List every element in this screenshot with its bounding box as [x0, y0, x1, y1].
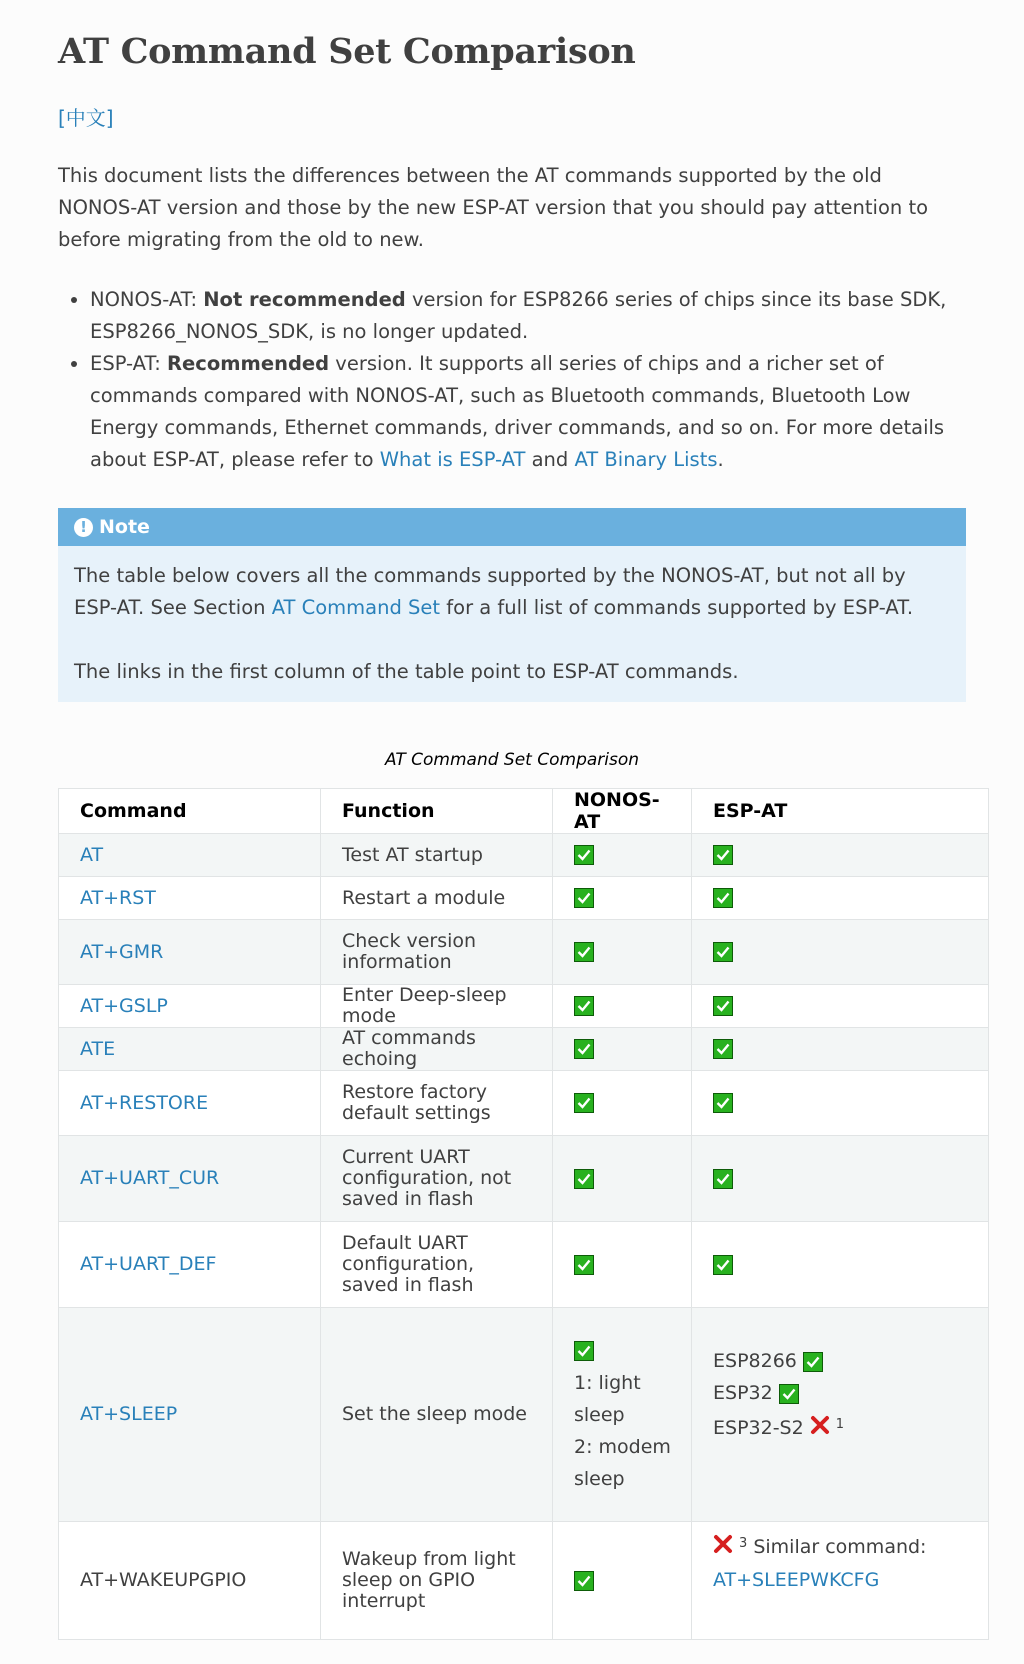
table-row — [59, 1522, 989, 1640]
check-icon — [713, 1255, 733, 1275]
command-link-at-gmr[interactable]: AT+GMR — [80, 940, 164, 963]
check-icon — [803, 1352, 823, 1372]
check-icon — [713, 996, 733, 1016]
sleep-mode-text: 2: modem — [574, 1435, 671, 1458]
chip-name: ESP32-S2 — [713, 1417, 804, 1439]
table-caption: AT Command Set Comparison — [384, 750, 640, 770]
note-title: Note — [99, 516, 150, 538]
page-title: AT Command Set Comparison — [58, 31, 636, 72]
version-list — [58, 284, 966, 476]
check-icon — [574, 1341, 594, 1361]
list-item-nonos — [90, 284, 966, 348]
sleep-mode-text: 1: light — [574, 1371, 641, 1394]
function-cell: Check version information — [321, 920, 553, 985]
check-icon — [574, 1255, 594, 1275]
sleep-mode-text: sleep — [574, 1403, 625, 1426]
check-icon — [779, 1384, 799, 1404]
command-link-at[interactable]: AT — [80, 843, 104, 866]
note-paragraph-2: The links in the first column of the table point to ESP-AT commands. — [74, 660, 739, 683]
at-binary-lists-link[interactable]: AT Binary Lists — [574, 448, 718, 471]
version-name: NONOS-AT: — [90, 288, 204, 311]
function-cell: Current UART configuration, not saved in flash — [321, 1136, 553, 1222]
table-row — [59, 834, 989, 877]
conjunction-text: and — [525, 448, 575, 471]
chip-name: ESP32 — [713, 1382, 773, 1404]
note-admonition — [58, 508, 966, 702]
check-icon — [574, 996, 594, 1016]
table-row — [59, 1136, 989, 1222]
chinese-language-link[interactable]: [中文] — [58, 106, 114, 130]
check-icon — [574, 942, 594, 962]
check-icon — [574, 845, 594, 865]
check-icon — [574, 1169, 594, 1189]
check-icon — [574, 1093, 594, 1113]
note-paragraph-1 — [74, 560, 950, 624]
check-icon — [713, 1093, 733, 1113]
version-strong: Not recommended — [203, 288, 406, 311]
table-row — [59, 985, 989, 1028]
at-command-set-link[interactable]: AT Command Set — [271, 596, 441, 619]
footnote-marker[interactable]: 3 — [739, 1536, 748, 1551]
table-row — [59, 920, 989, 985]
list-item-espat — [90, 348, 966, 476]
table-row — [59, 1071, 989, 1136]
command-link-at-sleep[interactable]: AT+SLEEP — [80, 1403, 178, 1425]
chip-name: ESP8266 — [713, 1350, 797, 1372]
command-link-at-rst[interactable]: AT+RST — [80, 886, 156, 909]
command-link-at-restore[interactable]: AT+RESTORE — [80, 1091, 209, 1114]
header-command: Command — [59, 789, 321, 834]
cross-icon — [713, 1532, 733, 1564]
exclamation-icon: ! — [74, 518, 93, 537]
note-text: for a full list of commands supported by ESP-AT. — [440, 596, 914, 619]
command-link-at-gslp[interactable]: AT+GSLP — [80, 994, 168, 1017]
check-icon — [574, 1039, 594, 1059]
version-name: ESP-AT: — [90, 352, 168, 375]
note-header — [58, 508, 966, 546]
version-text: version for ESP8266 series of chips since its base SDK, ESP8266_NONOS_SDK, is no longer updated. — [90, 288, 947, 343]
function-cell: Test AT startup — [321, 834, 553, 877]
table-row — [59, 1308, 989, 1522]
check-icon — [713, 1039, 733, 1059]
function-cell: Wakeup from light sleep on GPIO interrupt — [321, 1522, 553, 1640]
note-text: The table below covers all the commands supported by the NONOS-AT, but not all by ESP-AT. See Section — [74, 564, 906, 619]
footnote-marker[interactable]: 1 — [835, 1417, 845, 1432]
table-row — [59, 1222, 989, 1308]
what-is-esp-at-link[interactable]: What is ESP-AT — [379, 448, 526, 471]
similar-command-link[interactable]: AT+SLEEPWKCFG — [713, 1568, 880, 1591]
header-function: Function — [321, 789, 553, 834]
table-row — [59, 1028, 989, 1071]
command-link-at-uart-cur[interactable]: AT+UART_CUR — [80, 1167, 220, 1189]
function-cell: Restart a module — [321, 877, 553, 920]
table-header-row — [59, 789, 989, 834]
intro-paragraph: This document lists the differences between the AT commands supported by the old NONOS-AT version and those by the new ESP-AT version that you should pay attention to before migrating from the old to new. — [58, 164, 929, 251]
check-icon — [713, 942, 733, 962]
comparison-table — [58, 788, 989, 1640]
period-text: . — [717, 448, 724, 471]
check-icon — [574, 1571, 594, 1591]
note-body — [58, 546, 966, 702]
cross-icon — [810, 1413, 830, 1445]
command-cell: AT+WAKEUPGPIO — [59, 1522, 321, 1640]
version-text: version. It supports all series of chips and a richer set of commands compared with NONOS-AT, such as Bluetooth commands, Bluetooth Low Energy commands, Ethernet commands, driver commands, and so on. For more details about ESP-AT, please refer to — [90, 352, 945, 471]
check-icon — [574, 888, 594, 908]
similar-command-label: Similar command: — [753, 1536, 927, 1558]
header-nonos-at: NONOS-AT — [553, 789, 692, 834]
command-link-at-uart-def[interactable]: AT+UART_DEF — [80, 1253, 217, 1275]
function-cell: AT commands echoing — [321, 1028, 553, 1071]
header-esp-at: ESP-AT — [692, 789, 989, 834]
check-icon — [713, 888, 733, 908]
function-cell: Restore factory default settings — [321, 1071, 553, 1136]
sleep-mode-text: sleep — [574, 1467, 625, 1490]
check-icon — [713, 1169, 733, 1189]
check-icon — [713, 845, 733, 865]
table-row — [59, 877, 989, 920]
function-cell: Default UART configuration, saved in flash — [321, 1222, 553, 1308]
function-cell: Enter Deep-sleep mode — [321, 985, 553, 1028]
function-cell: Set the sleep mode — [321, 1308, 553, 1522]
command-link-ate[interactable]: ATE — [80, 1037, 116, 1060]
version-strong: Recommended — [167, 352, 330, 375]
